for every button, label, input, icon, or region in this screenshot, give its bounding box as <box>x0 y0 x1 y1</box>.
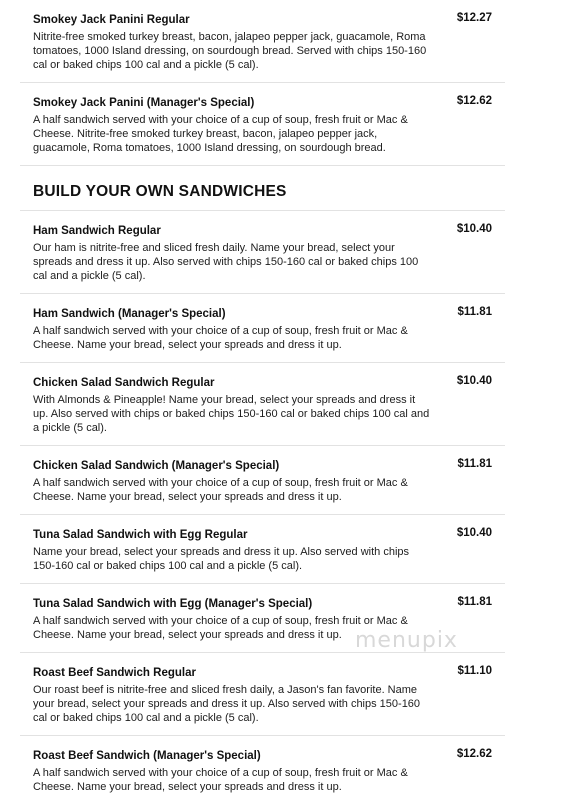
menu-item[interactable] <box>20 0 505 83</box>
menu-item-header <box>33 10 491 26</box>
menu-item-name: Roast Beef Sandwich (Manager's Special) <box>33 750 261 762</box>
menu-item-price: $12.27 <box>456 12 492 24</box>
menu-item-name: Ham Sandwich (Manager's Special) <box>33 308 226 320</box>
menu-item-price: $11.81 <box>457 458 492 470</box>
menu-item-price: $10.40 <box>456 527 492 539</box>
menu-item-name: Roast Beef Sandwich Regular <box>33 667 196 679</box>
menu-item-description: A half sandwich served with your choice of a cup of soup, fresh fruit or Mac & Cheese. Name your bread, select your spreads and dress it up. <box>33 615 408 641</box>
menu-item-description: Name your bread, select your spreads and dress it up. Also served with chips 150-160 cal or baked chips 100 cal and a pickle (5 cal). <box>33 546 410 572</box>
menu-item-price: $11.10 <box>457 665 492 677</box>
menu-item-name: Tuna Salad Sandwich with Egg Regular <box>33 529 248 541</box>
menu-item-description: With Almonds & Pineapple! Name your bread, select your spreads and dress it up. Also served with chips or baked chips 150-160 cal or baked chips 100 cal and a pickle (5 cal). <box>33 394 430 434</box>
menu-item-description: Our ham is nitrite-free and sliced fresh daily. Name your bread, select your spreads and dress it up. Also served with chips 150-160 cal or baked chips 100 cal and a pickle (5 cal). <box>33 242 419 282</box>
menu-item[interactable] <box>20 653 505 736</box>
menu-item-price: $12.62 <box>456 95 492 107</box>
menu-item-name: Tuna Salad Sandwich with Egg (Manager's Special) <box>33 598 313 610</box>
menu-item-header <box>33 456 491 472</box>
menu-item[interactable] <box>20 294 505 363</box>
menu-item-price: $10.40 <box>456 375 492 387</box>
menu-item-description: Nitrite-free smoked turkey breast, bacon, jalapeo pepper jack, guacamole, Roma tomatoes, 1000 Island dressing, on sourdough bread. Served with chips 150-160 cal or baked chips 100 cal and a pickle (5 cal). <box>33 31 427 71</box>
menu-item-price: $11.81 <box>457 596 492 608</box>
menu-item[interactable] <box>20 363 505 446</box>
menu-item-header <box>33 525 491 541</box>
menu-item-description: A half sandwich served with your choice of a cup of soup, fresh fruit or Mac & Cheese. Name your bread, select your spreads and dress it up. <box>33 767 408 793</box>
menu-item-description: Our roast beef is nitrite-free and sliced fresh daily, a Jason's fan favorite. Name your bread, select your spreads and dress it up. Also served with chips 150-160 cal or baked chips 100 cal and a pickle (5 cal). <box>33 684 421 724</box>
menu-item[interactable] <box>20 211 505 294</box>
menu-item-header <box>33 304 491 320</box>
menu-list <box>20 0 505 804</box>
menu-item-header <box>33 594 491 610</box>
menu-item-name: Chicken Salad Sandwich (Manager's Special) <box>33 460 280 472</box>
menu-item-price: $11.81 <box>457 306 492 318</box>
menu-item-description: A half sandwich served with your choice of a cup of soup, fresh fruit or Mac & Cheese. Name your bread, select your spreads and dress it up. <box>33 325 408 351</box>
menu-item-description: A half sandwich served with your choice of a cup of soup, fresh fruit or Mac & Cheese. Name your bread, select your spreads and dress it up. <box>33 477 408 503</box>
section-title: BUILD YOUR OWN SANDWICHES <box>20 166 505 211</box>
menu-item-header <box>33 663 491 679</box>
menu-item-header <box>33 373 491 389</box>
menu-item[interactable] <box>20 83 505 166</box>
menu-item[interactable] <box>20 736 505 804</box>
menu-item[interactable] <box>20 515 505 584</box>
menu-item-header <box>33 93 491 109</box>
menu-item-name: Smokey Jack Panini Regular <box>33 14 190 26</box>
watermark-logo: menupix <box>355 628 458 653</box>
menu-item-name: Smokey Jack Panini (Manager's Special) <box>33 97 255 109</box>
menu-item-name: Ham Sandwich Regular <box>33 225 161 237</box>
menu-item-header <box>33 221 491 237</box>
menu-item-name: Chicken Salad Sandwich Regular <box>33 377 215 389</box>
menu-item[interactable] <box>20 446 505 515</box>
menu-item-price: $10.40 <box>456 223 492 235</box>
menu-item-price: $12.62 <box>456 748 492 760</box>
menu-item-header <box>33 746 491 762</box>
menu-item-description: A half sandwich served with your choice of a cup of soup, fresh fruit or Mac & Cheese. Nitrite-free smoked turkey breast, bacon, jalapeo pepper jack, guacamole, Roma tomatoes, 1000 Island dressing, on sourdough bread. <box>33 114 408 154</box>
